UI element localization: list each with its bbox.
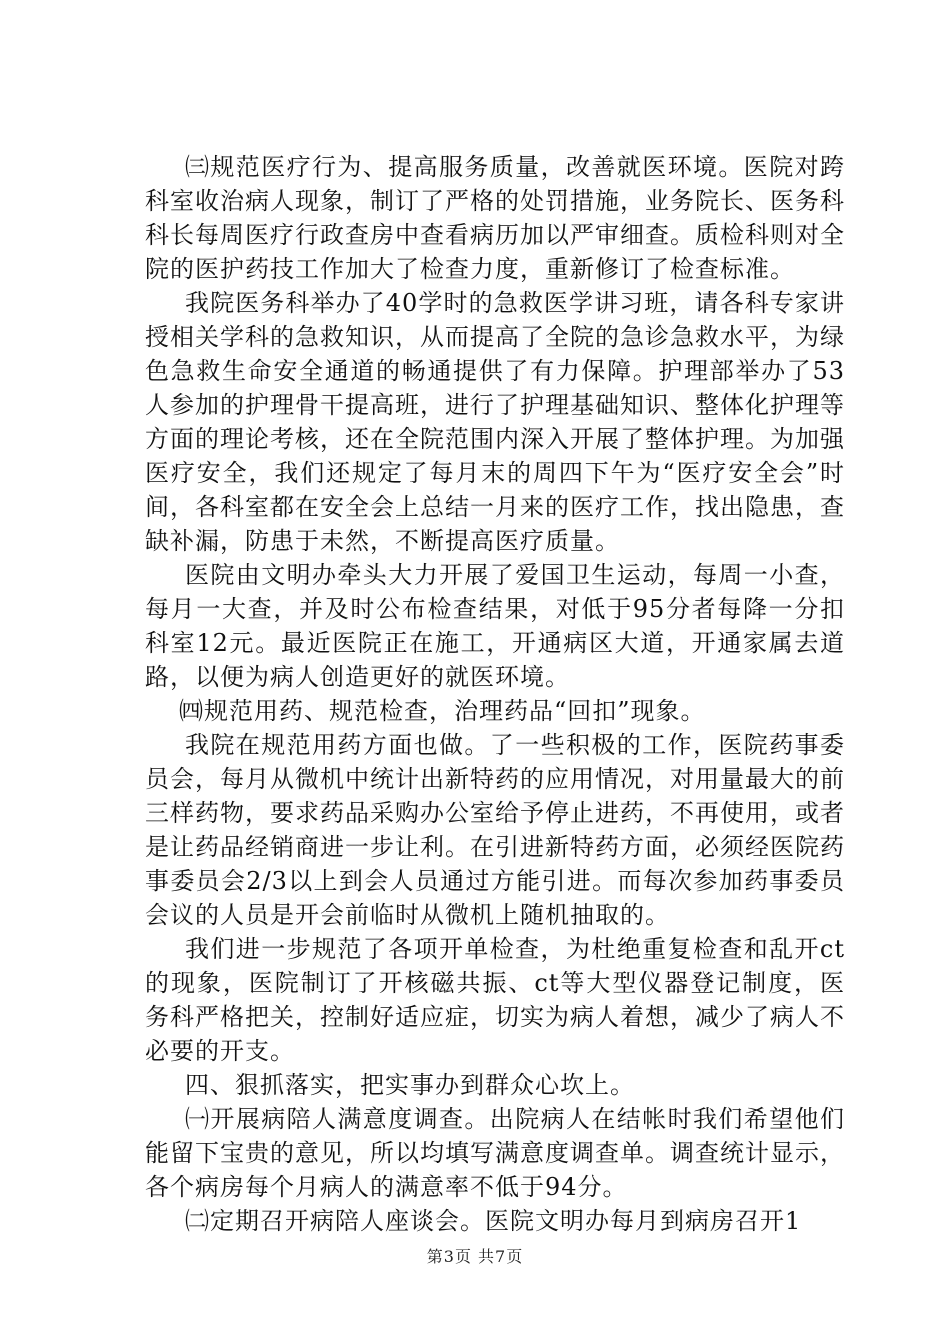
paragraph-section-3-heading: ㈢规范医疗行为、提高服务质量，改善就医环境。医院对跨科室收治病人现象，制订了严格的处罚措施，业务院长、医务科科长每周医疗行政查房中查看病历加以严审细查。质检科则对全院的医护药技工作加大了检查力度，重新修订了检查标准。	[145, 153, 845, 283]
document-body	[145, 150, 845, 1238]
paragraph-satisfaction-survey: ㈠开展病陪人满意度调查。出院病人在结帐时我们希望他们能留下宝贵的意见，所以均填写满意度调查单。调查统计显示，各个病房每个月病人的满意率不低于94分。	[145, 1105, 845, 1201]
paragraph-medication: 我院在规范用药方面也做。了一些积极的工作，医院药事委员会，每月从微机中统计出新特药的应用情况，对用量最大的前三样药物，要求药品采购办公室给予停止进药，不再使用，或者是让药品经销商进一步让利。在引进新特药方面，必须经医院药事委员会2/3以上到会人员通过方能引进。而每次参加药事委员会议的人员是开会前临时从微机上随机抽取的。	[145, 731, 845, 929]
page-number-footer: 第3页 共7页	[426, 1247, 524, 1266]
paragraph-symposium: ㈡定期召开病陪人座谈会。医院文明办每月到病房召开1	[185, 1207, 802, 1235]
paragraph-section-4-heading: ㈣规范用药、规范检查，治理药品“回扣”现象。	[179, 697, 706, 725]
paragraph-part-4-heading: 四、狠抓落实，把实事办到群众心坎上。	[185, 1071, 635, 1099]
paragraph-training: 我院医务科举办了40学时的急救医学讲习班，请各科专家讲授相关学科的急救知识，从而提高了全院的急诊急救水平，为绿色急救生命安全通道的畅通提供了有力保障。护理部举办了53人参加的护理骨干提高班，进行了护理基础知识、整体化护理等方面的理论考核，还在全院范围内深入开展了整体护理。为加强医疗安全，我们还规定了每月末的周四下午为“医疗安全会”时间，各科室都在安全会上总结一月来的医疗工作，找出隐患，查缺补漏，防患于未然，不断提高医疗质量。	[145, 289, 845, 555]
paragraph-examination: 我们进一步规范了各项开单检查，为杜绝重复检查和乱开ct的现象，医院制订了开核磁共振、ct等大型仪器登记制度，医务科严格把关，控制好适应症，切实为病人着想，减少了病人不必要的开支。	[145, 935, 845, 1065]
paragraph-sanitation: 医院由文明办牵头大力开展了爱国卫生运动，每周一小查，每月一大查，并及时公布检查结果，对低于95分者每降一分扣科室12元。最近医院正在施工，开通病区大道，开通家属去道路，以便为病人创造更好的就医环境。	[145, 561, 845, 691]
